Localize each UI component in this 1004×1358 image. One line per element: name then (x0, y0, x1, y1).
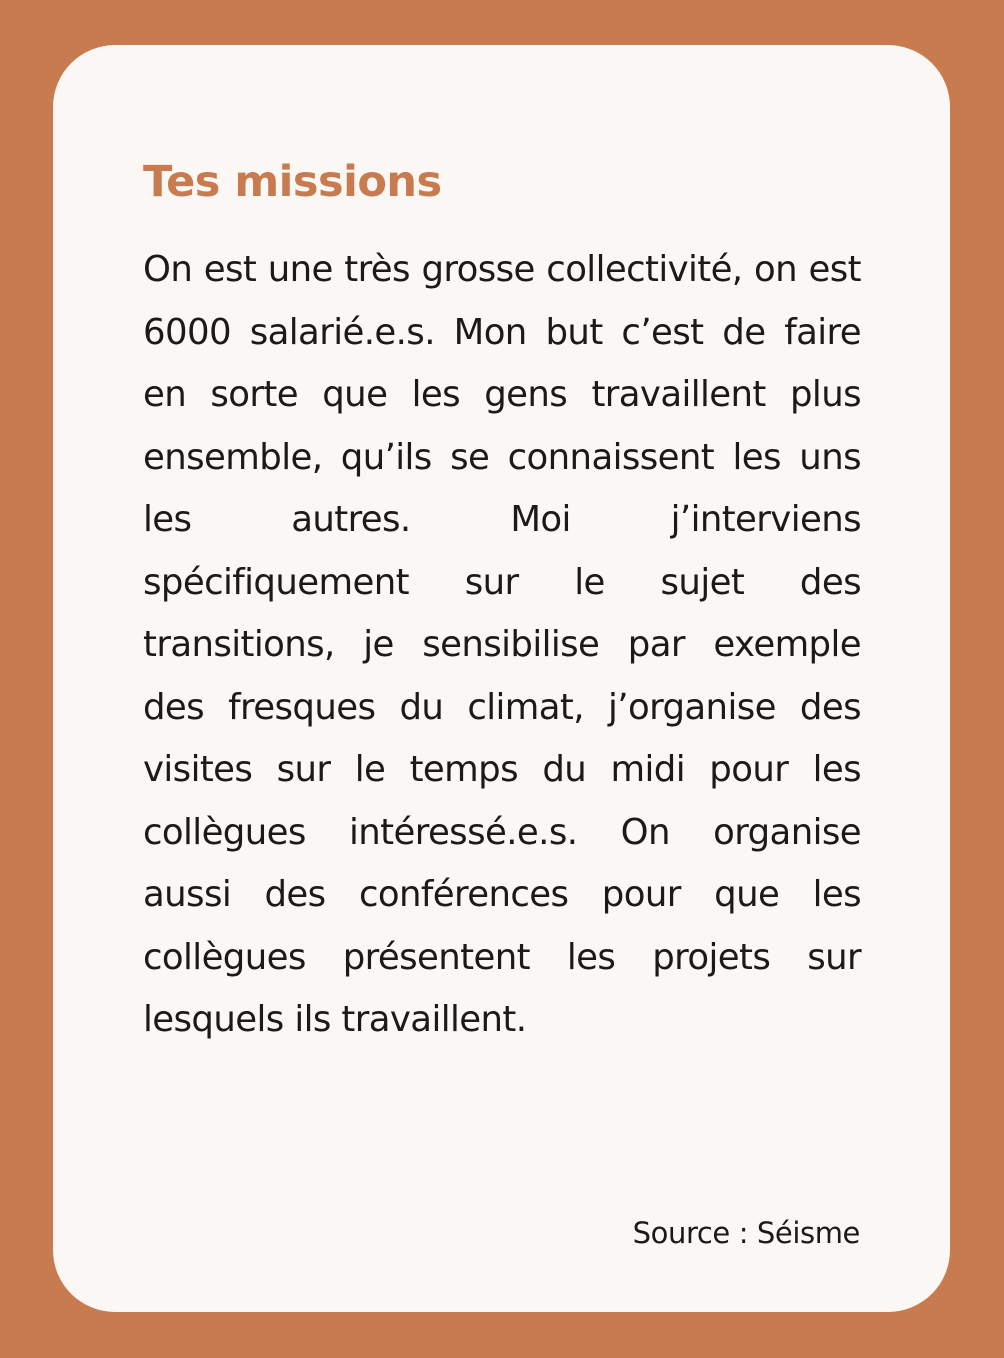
source-credit: Source : Séisme (632, 1216, 860, 1250)
mission-card (53, 45, 950, 1312)
card-body-text: On est une très grosse collectivité, on est 6000 salarié.e.s. Mon but c’est de faire en sorte que les gens travaillent plus ensemble, qu’ils se connaissent les uns les autres. Moi j’interviens spécifiquement sur le sujet des transitions, je sensibilise par exemple des fresques du climat, j’organise des visites sur le temps du midi pour les collègues intéressé.e.s. On organise aussi des conférences pour que les collègues présentent les projets sur lesquels ils travaillent. (143, 249, 861, 1040)
card-title: Tes missions (143, 157, 442, 207)
